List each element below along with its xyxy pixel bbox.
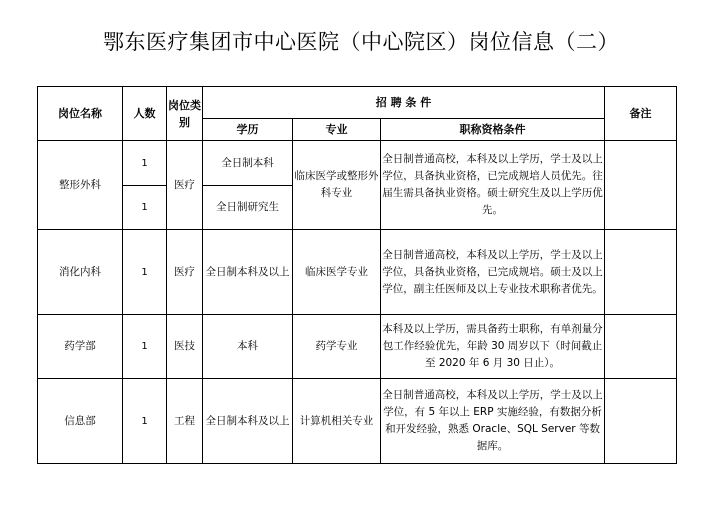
education-cell: 全日制研究生 <box>203 186 293 230</box>
header-education: 学历 <box>203 119 293 141</box>
job-info-table <box>37 86 677 464</box>
table-row <box>38 315 677 379</box>
count-cell: 1 <box>123 141 167 186</box>
header-conditions: 招 聘 条 件 <box>203 87 605 119</box>
position-cell: 药学部 <box>38 315 123 379</box>
count-cell: 1 <box>123 186 167 230</box>
header-major: 专业 <box>293 119 381 141</box>
header-remarks: 备注 <box>605 87 677 141</box>
count-cell: 1 <box>123 230 167 315</box>
qualification-cell: 本科及以上学历，需具备药士职称，有单剂量分包工作经验优先，年龄 30 周岁以下（时间截止至 2020 年 6 月 30 日止）。 <box>381 315 605 379</box>
major-cell: 计算机相关专业 <box>293 379 381 464</box>
table-row <box>38 141 677 186</box>
qualification-cell: 全日制普通高校，本科及以上学历，学士及以上学位，具备执业资格，已完成规培。硕士及以上学位，副主任医师及以上专业技术职称者优先。 <box>381 230 605 315</box>
education-cell: 全日制本科及以上 <box>203 379 293 464</box>
education-cell: 本科 <box>203 315 293 379</box>
category-cell: 医疗 <box>167 230 203 315</box>
remarks-cell <box>605 315 677 379</box>
education-cell: 全日制本科及以上 <box>203 230 293 315</box>
count-cell: 1 <box>123 315 167 379</box>
category-cell: 医技 <box>167 315 203 379</box>
header-count: 人数 <box>123 87 167 141</box>
remarks-cell <box>605 379 677 464</box>
position-cell: 整形外科 <box>38 141 123 230</box>
header-position: 岗位名称 <box>38 87 123 141</box>
position-cell: 消化内科 <box>38 230 123 315</box>
major-cell: 药学专业 <box>293 315 381 379</box>
header-qualification: 职称资格条件 <box>381 119 605 141</box>
table-row <box>38 230 677 315</box>
category-cell: 工程 <box>167 379 203 464</box>
qualification-cell: 全日制普通高校，本科及以上学历，学士及以上学位，有 5 年以上 ERP 实施经验，有数据分析和开发经验，熟悉 Oracle、SQL Server 等数据库。 <box>381 379 605 464</box>
major-cell: 临床医学或整形外科专业 <box>293 141 381 230</box>
document-title: 鄂东医疗集团市中心医院（中心院区）岗位信息（二） <box>103 30 619 54</box>
position-cell: 信息部 <box>38 379 123 464</box>
remarks-cell <box>605 141 677 230</box>
header-category: 岗位类别 <box>167 87 203 141</box>
major-cell: 临床医学专业 <box>293 230 381 315</box>
education-cell: 全日制本科 <box>203 141 293 186</box>
qualification-cell: 全日制普通高校，本科及以上学历，学士及以上学位，具备执业资格，已完成规培人员优先。往届生需具备执业资格。硕士研究生及以上学历优先。 <box>381 141 605 230</box>
table-row <box>38 379 677 464</box>
category-cell: 医疗 <box>167 141 203 230</box>
remarks-cell <box>605 230 677 315</box>
count-cell: 1 <box>123 379 167 464</box>
